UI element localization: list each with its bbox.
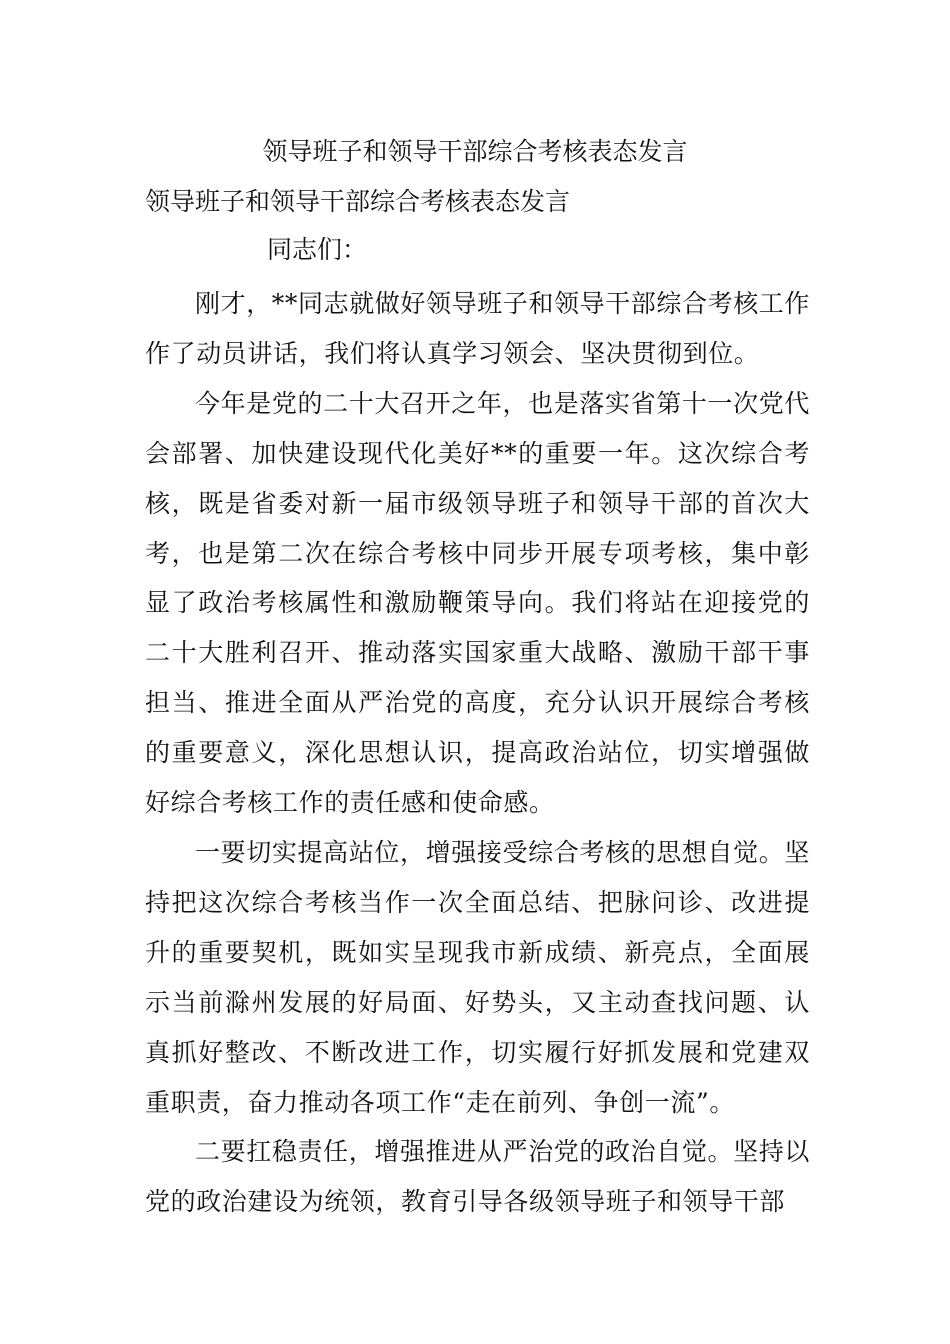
paragraph: 二要扛稳责任，增强推进从严治党的政治自觉。坚持以党的政治建设为统领，教育引导各级领导班子和领导干部 [145, 1137, 810, 1217]
document-body [145, 279, 810, 1227]
document-title: 领导班子和领导干部综合考核表态发言 [262, 137, 688, 166]
salutation: 同志们： [267, 235, 368, 264]
paragraph: 今年是党的二十大召开之年，也是落实省第十一次党代会部署、加快建设现代化美好**的重要一年。这次综合考核，既是省委对新一届市级领导班子和领导干部的首次大考，也是第二次在综合考核中同步开展专项考核，集中彰显了政治考核属性和激励鞭策导向。我们将站在迎接党的二十大胜利召开、推动落实国家重大战略、激励干部干事担当、推进全面从严治党的高度，充分认识开展综合考核的重要意义，深化思想认识，提高政治站位，切实增强做好综合考核工作的责任感和使命感。 [145, 388, 810, 818]
document-subtitle: 领导班子和领导干部综合考核表态发言 [145, 187, 571, 216]
paragraph: 刚才，**同志就做好领导班子和领导干部综合考核工作作了动员讲话，我们将认真学习领会、坚决贯彻到位。 [145, 289, 811, 368]
paragraph: 一要切实提高站位，增强接受综合考核的思想自觉。坚持把这次综合考核当作一次全面总结、把脉问诊、改进提升的重要契机，既如实呈现我市新成绩、新亮点，全面展示当前滁州发展的好局面、好势头，又主动查找问题、认真抓好整改、不断改进工作，切实履行好抓发展和党建双重职责，奋力推动各项工作“走在前列、争创一流”。 [145, 837, 810, 1117]
